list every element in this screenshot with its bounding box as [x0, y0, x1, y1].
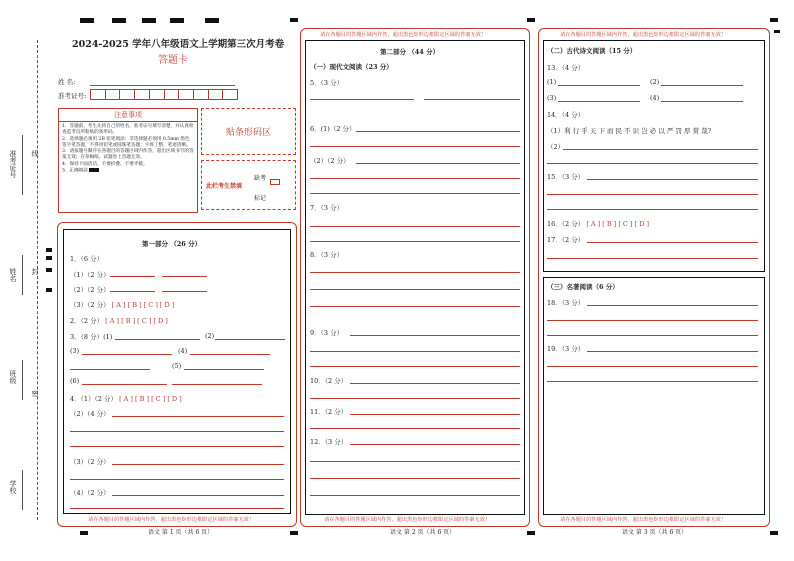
q7-label: 7．（3 分） — [310, 204, 344, 212]
q12-label: 12．（3 分） — [310, 438, 348, 446]
id-box[interactable] — [194, 89, 209, 100]
id-box[interactable] — [150, 89, 165, 100]
section3-title: （三）名著阅读（6 分） — [547, 283, 619, 291]
notice-item: 3．请按题号顺序在各题目的答题区域内作答，超出区域书写的答案无效；在草稿纸、试题卷上答题无效。 — [62, 149, 194, 161]
q14-2-label: （2） — [547, 143, 565, 151]
q13-label: 13．（4 分） — [547, 64, 585, 72]
q2-label: 2．（2 分） [ A ] [ B ] [ C ] [ D ] — [70, 317, 168, 325]
q3-2-answer[interactable] — [215, 339, 285, 340]
q6-2-label: （2）（2 分） — [310, 157, 350, 165]
q17-label: 17．（2 分） — [547, 236, 585, 244]
section1-title: （一）现代文阅读（23 分） — [310, 63, 393, 71]
answer-line[interactable] — [310, 428, 520, 429]
side-label-name: 姓名 — [9, 268, 17, 282]
name-label: 姓 名: — [58, 78, 76, 86]
q3-extra-answer[interactable] — [70, 369, 150, 370]
answer-line[interactable] — [310, 461, 520, 462]
answer-line[interactable] — [310, 193, 520, 194]
q4-2-label: （2）（4 分） — [70, 410, 110, 418]
q5-answer-b[interactable] — [424, 99, 520, 100]
answer-line[interactable] — [310, 366, 520, 367]
answer-line[interactable] — [547, 163, 758, 164]
registration-mark — [46, 248, 52, 252]
cut-line-label: 线 — [31, 150, 39, 157]
answer-line[interactable] — [310, 226, 520, 227]
q1-label: 1．（6 分） — [70, 255, 104, 263]
q18-label: 18．（3 分） — [547, 299, 585, 307]
answer-line[interactable] — [547, 335, 758, 336]
q14-label: 14．（4 分） — [547, 111, 585, 119]
q19-label: 19．（3 分） — [547, 345, 585, 353]
section3-area — [543, 277, 765, 515]
q1-1-answer-b[interactable] — [162, 276, 207, 277]
answer-line[interactable] — [70, 446, 284, 447]
q17-answer[interactable] — [587, 242, 758, 243]
id-label: 准考证号: — [58, 92, 87, 100]
answer-line[interactable] — [547, 258, 758, 259]
notice-box — [58, 108, 198, 213]
id-box[interactable] — [223, 89, 238, 100]
registration-mark — [290, 531, 298, 535]
answer-line[interactable] — [70, 479, 284, 480]
q3-6-label: (6) — [70, 377, 80, 385]
answer-line[interactable] — [547, 320, 758, 321]
q1-3-options[interactable]: [ A ] [ B ] [ C ] [ D ] — [111, 301, 175, 309]
seal-line-label: 封 — [31, 268, 39, 275]
mark-label: 标记 — [254, 195, 267, 202]
q13-2-answer[interactable] — [661, 85, 743, 86]
page1-footer: 语文 第 1 页（共 6 页） — [148, 529, 214, 536]
answer-card-title: 答题卡 — [158, 55, 188, 66]
q6-1-label: 6．(1)（2 分） — [310, 125, 356, 133]
answer-line[interactable] — [547, 194, 758, 195]
page2-top-warning: 请在各题目的答题区域内作答，超出黑色矩形边框限定区域的答案无效！ — [320, 32, 487, 38]
registration-mark — [112, 18, 126, 23]
q5-label: 5．（3 分） — [310, 79, 344, 87]
q15-answer[interactable] — [587, 179, 758, 180]
side-underline — [22, 255, 23, 295]
answer-line[interactable] — [70, 508, 284, 509]
page3-footer: 语文 第 3 页（共 6 页） — [622, 529, 688, 536]
absent-label: 缺考 — [254, 175, 267, 182]
q2-options[interactable]: [ A ] [ B ] [ C ] [ D ] — [105, 317, 168, 325]
q18-answer[interactable] — [587, 305, 758, 306]
q13-1-label: (1) — [547, 78, 557, 86]
registration-mark — [46, 288, 52, 292]
q10-label: 10．（2 分） — [310, 377, 348, 385]
page3-top-warning: 请在各题目的答题区域内作答，超出黑色矩形边框限定区域的答案无效！ — [560, 32, 727, 38]
id-box[interactable] — [179, 89, 194, 100]
answer-line[interactable] — [310, 306, 520, 307]
q8-label: 8．（3 分） — [310, 251, 344, 259]
side-underline — [22, 470, 23, 510]
q13-4-answer[interactable] — [661, 101, 743, 102]
fill-by-label: 此栏考生禁填 — [206, 183, 243, 190]
q14-1-sentence: （1）利 行 乎 天 下 而 民 不 识 岂 必 以 严 罚 厚 赏 哉? — [547, 127, 712, 135]
q1-1-label: （1）（2 分） — [70, 271, 110, 279]
registration-mark — [774, 30, 780, 33]
q3-3-answer[interactable] — [82, 354, 172, 355]
q11-answer[interactable] — [350, 414, 520, 415]
registration-mark — [142, 18, 156, 23]
absent-checkbox[interactable] — [270, 179, 280, 185]
side-label-id: 准考证号 — [9, 150, 17, 178]
q11-label: 11．（2 分） — [310, 408, 348, 416]
registration-mark — [46, 268, 52, 272]
q10-answer[interactable] — [350, 383, 520, 384]
answer-line[interactable] — [547, 366, 758, 367]
answer-line[interactable] — [310, 178, 520, 179]
name-field[interactable] — [90, 85, 235, 86]
q3-6-answer-b[interactable] — [172, 384, 262, 385]
page1-warning: 请在各题目的答题区域内作答，超出黑色矩形边框限定区域的答案无效！ — [88, 517, 255, 523]
side-label-class: 班级 — [9, 370, 17, 384]
q3-4-answer[interactable] — [190, 354, 270, 355]
absent-box — [201, 160, 296, 210]
registration-mark — [170, 18, 184, 23]
q4-1-options[interactable]: [ A ] [ B ] [ C ] [ D ] — [119, 395, 182, 403]
notice-item: 2．选择题必须用 2B 铅笔填涂；非选择题必须用 0.5mm 黑色签字笔答题，不得用铅笔或圆珠笔答题；字体工整、笔迹清晰。 — [62, 136, 191, 148]
id-box[interactable] — [135, 89, 150, 100]
q3-2-label: (2) — [205, 332, 215, 340]
q5-answer-a[interactable] — [310, 99, 414, 100]
id-box[interactable] — [106, 89, 121, 100]
q3-5-label: (5) — [172, 362, 182, 370]
q1-2-answer-b[interactable] — [162, 291, 207, 292]
notice-item: 1．答题前，考生先将自己的姓名，准考证号填写清楚，并认真检查监考员所粘贴的条形码。 — [62, 124, 194, 136]
answer-line[interactable] — [310, 478, 520, 479]
registration-mark — [80, 18, 94, 23]
q1-1-answer-a[interactable] — [110, 276, 155, 277]
registration-mark — [527, 18, 535, 22]
q1-2-answer-a[interactable] — [110, 291, 155, 292]
answer-line[interactable] — [310, 241, 520, 242]
registration-mark — [770, 531, 778, 535]
page3-warning: 请在各题目的答题区域内作答，超出黑色矩形边框限定区域的答案无效！ — [560, 517, 727, 523]
exam-title: 2024-2025 学年八年级语文上学期第三次月考卷 — [72, 39, 285, 50]
q19-answer[interactable] — [587, 351, 758, 352]
q4-4-label: （4）（2 分） — [70, 489, 110, 497]
q3-6-answer-a[interactable] — [82, 384, 167, 385]
barcode-label: 贴条形码区 — [225, 128, 271, 138]
q4-4-answer[interactable] — [112, 495, 284, 496]
id-box[interactable] — [209, 89, 224, 100]
answer-line[interactable] — [310, 495, 520, 496]
part2-title: 第二部分 （44 分） — [380, 48, 440, 56]
id-box[interactable] — [120, 89, 135, 100]
page2-warning: 请在各题目的答题区域内作答，超出黑色矩形边框限定区域的答案无效！ — [324, 517, 491, 523]
id-boxes[interactable] — [90, 89, 238, 100]
q4-2-answer[interactable] — [112, 416, 284, 417]
q13-1-answer[interactable] — [558, 85, 640, 86]
side-label-school: 学校 — [9, 480, 17, 494]
id-box[interactable] — [90, 89, 106, 100]
q12-answer[interactable] — [350, 444, 520, 445]
q3-5-answer[interactable] — [184, 369, 264, 370]
q3-1-answer[interactable] — [115, 339, 200, 340]
registration-mark — [80, 531, 88, 535]
q4-3-answer[interactable] — [112, 464, 284, 465]
id-box[interactable] — [165, 89, 180, 100]
q3-4-label: (4) — [178, 347, 188, 355]
q14-2-answer[interactable] — [563, 149, 758, 150]
notice-item: 4．保持卡面清洁，不要折叠、不要弄破。 — [62, 161, 148, 167]
secret-line-label: 密 — [31, 390, 39, 397]
side-underline — [22, 135, 23, 195]
q13-2-label: (2) — [650, 78, 660, 86]
registration-mark — [527, 531, 535, 535]
barcode-area — [201, 108, 296, 155]
registration-mark — [290, 18, 298, 22]
q1-3-label: （3）（2 分） [ A ] [ B ] [ C ] [ D ] — [70, 301, 175, 309]
part1-title: 第一部分 （26 分） — [142, 240, 202, 248]
q6-2-answer[interactable] — [356, 163, 520, 164]
answer-line[interactable] — [310, 398, 520, 399]
q13-4-label: (4) — [650, 94, 660, 102]
q3-label: 3．（8 分）(1) — [70, 333, 113, 341]
binding-line — [37, 40, 38, 520]
q16-label: 16．（2 分） [ A ] [ B ] [ C ] [ D ] — [547, 220, 649, 228]
page2-footer: 语文 第 2 页（共 6 页） — [390, 529, 456, 536]
answer-line[interactable] — [310, 146, 520, 147]
q13-3-answer[interactable] — [558, 101, 640, 102]
notice-item: 5．正确填涂 — [62, 168, 194, 175]
answer-line[interactable] — [547, 209, 758, 210]
answer-line[interactable] — [70, 431, 284, 432]
section2-title: （二）古代诗文阅读（15 分） — [547, 47, 637, 55]
filled-sample — [89, 168, 99, 172]
q3-3-label: (3) — [70, 347, 80, 355]
side-underline — [22, 360, 23, 400]
q4-3-label: （3）（2 分） — [70, 458, 110, 466]
answer-line[interactable] — [310, 351, 520, 352]
answer-line[interactable] — [310, 289, 520, 290]
q13-3-label: (3) — [547, 94, 557, 102]
q9-label: 9．（3 分） — [310, 329, 344, 337]
q4-1-label: 4．（1）（2 分） [ A ] [ B ] [ C ] [ D ] — [70, 395, 182, 403]
notice-title: 注意事项 — [59, 109, 197, 122]
q9-answer[interactable] — [350, 335, 520, 336]
registration-mark — [46, 256, 52, 260]
notice-list — [59, 122, 197, 177]
q6-1-answer[interactable] — [356, 131, 520, 132]
answer-line[interactable] — [547, 381, 758, 382]
q16-options[interactable]: [ A ] [ B ] [ C ] [ D ] — [586, 220, 649, 228]
answer-line[interactable] — [310, 272, 520, 273]
q1-2-label: （2）（2 分） — [70, 286, 110, 294]
registration-mark — [205, 18, 219, 23]
q15-label: 15．（3 分） — [547, 173, 585, 181]
registration-mark — [770, 18, 778, 22]
